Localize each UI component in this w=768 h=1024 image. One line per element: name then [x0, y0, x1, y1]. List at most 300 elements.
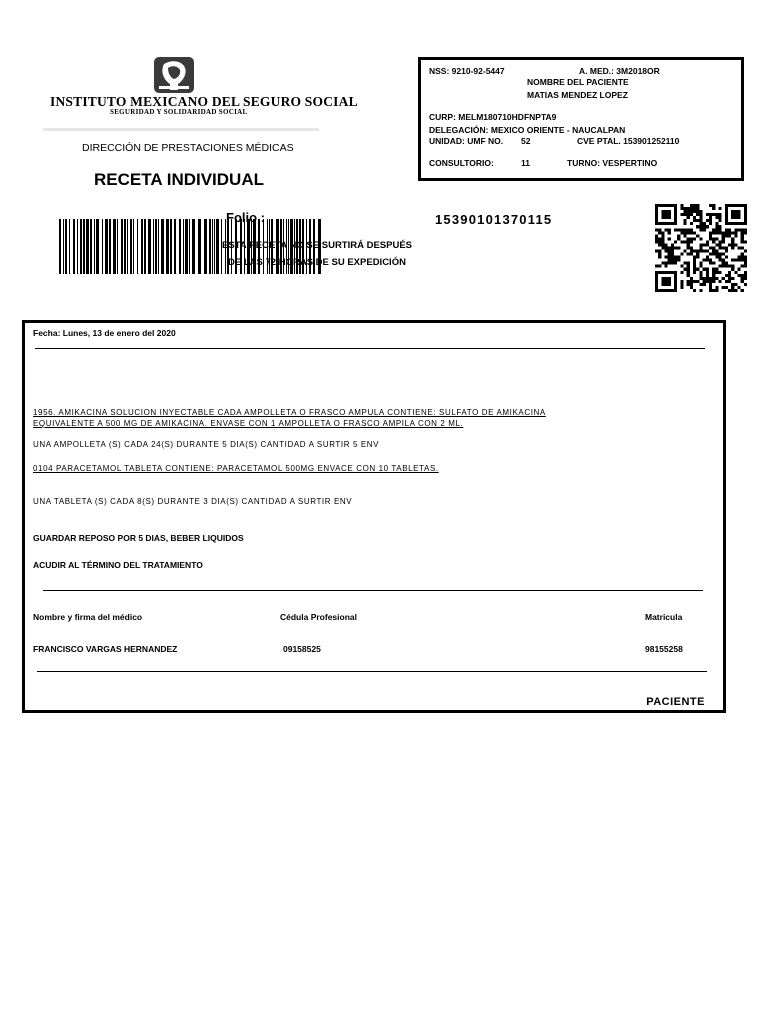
qr-module: [668, 222, 671, 225]
qr-module: [674, 271, 677, 274]
qr-module: [712, 268, 715, 271]
med1-dose: UNA AMPOLLETA (S) CADA 24(S) DURANTE 5 DIA(S) CANTIDAD A SURTIR 5 ENV: [33, 440, 380, 449]
qr-code-icon: [655, 204, 747, 292]
med1-line1: 1956. AMIKACINA SOLUCION INYECTABLE CADA AMPOLLETA O FRASCO AMPULA CONTIENE: SULFATO DE AMIKACINA: [33, 408, 546, 417]
qr-module: [690, 240, 693, 243]
qr-module: [699, 213, 702, 216]
qr-module: [661, 277, 664, 280]
barcode-bar: [174, 219, 176, 274]
qr-module: [731, 286, 734, 289]
qr-module: [709, 219, 712, 222]
cve-ptal: CVE PTAL. 153901252110: [577, 136, 680, 146]
qr-module: [718, 265, 721, 268]
qr-module: [684, 262, 687, 265]
qr-module: [741, 256, 744, 259]
qr-module: [690, 204, 693, 207]
qr-module: [693, 289, 696, 292]
document-title: RECETA INDIVIDUAL: [94, 170, 264, 189]
qr-module: [668, 253, 671, 256]
qr-module: [737, 213, 740, 216]
qr-module: [728, 271, 731, 274]
qr-module: [709, 259, 712, 262]
qr-module: [684, 219, 687, 222]
qr-module: [741, 277, 744, 280]
qr-module: [722, 262, 725, 265]
qr-module: [658, 289, 661, 292]
qr-module: [655, 250, 658, 253]
qr-module: [655, 204, 658, 207]
qr-module: [674, 228, 677, 231]
qr-module: [709, 231, 712, 234]
qr-module: [725, 246, 728, 249]
barcode-bar: [69, 219, 70, 274]
qr-module: [709, 237, 712, 240]
qr-module: [668, 213, 671, 216]
qr-module: [731, 277, 734, 280]
barcode-bar: [102, 219, 103, 274]
med2-dose: UNA TABLETA (S) CADA 8(S) DURANTE 3 DIA(S) CANTIDAD A SURTIR ENV: [33, 497, 353, 506]
qr-module: [718, 243, 721, 246]
qr-module: [690, 283, 693, 286]
qr-module: [731, 259, 734, 262]
qr-module: [668, 277, 671, 280]
qr-module: [718, 225, 721, 228]
qr-module: [674, 219, 677, 222]
qr-module: [665, 271, 668, 274]
qr-module: [684, 228, 687, 231]
qr-module: [706, 280, 709, 283]
qr-module: [661, 237, 664, 240]
doctor-name-label: Nombre y firma del médico: [33, 612, 143, 622]
fecha: Fecha: Lunes, 13 de enero del 2020: [33, 328, 176, 338]
barcode-note-line2: DE LAS 72 HORAS DE SU EXPEDICIÓN: [228, 257, 406, 268]
qr-module: [744, 204, 747, 207]
matricula-value: 98155258: [645, 644, 683, 654]
qr-module: [744, 219, 747, 222]
qr-module: [744, 228, 747, 231]
qr-module: [687, 253, 690, 256]
qr-module: [680, 204, 683, 207]
qr-module: [718, 253, 721, 256]
qr-module: [741, 246, 744, 249]
barcode-bar: [90, 219, 92, 274]
qr-module: [655, 210, 658, 213]
qr-module: [658, 271, 661, 274]
barcode-bar: [179, 219, 181, 274]
qr-module: [731, 231, 734, 234]
barcode-bar: [94, 219, 95, 274]
qr-module: [674, 256, 677, 259]
barcode-bar: [198, 219, 201, 274]
barcode-note-line1: ESTA RECETA NO SE SURTIRÁ DESPUÉS: [221, 240, 413, 251]
barcode-bar: [113, 219, 116, 274]
qr-module: [674, 222, 677, 225]
qr-module: [712, 204, 715, 207]
qr-module: [674, 274, 677, 277]
qr-module: [737, 256, 740, 259]
qr-module: [680, 213, 683, 216]
qr-module: [744, 216, 747, 219]
qr-module: [712, 231, 715, 234]
qr-module: [706, 213, 709, 216]
barcode-bar: [117, 219, 118, 274]
qr-module: [693, 210, 696, 213]
barcode-bar: [77, 219, 78, 274]
qr-module: [693, 219, 696, 222]
qr-module: [731, 243, 734, 246]
qr-module: [699, 262, 702, 265]
barcode-bar: [161, 219, 164, 274]
folio-number: 15390101370115: [435, 212, 553, 227]
qr-module: [687, 210, 690, 213]
qr-module: [661, 243, 664, 246]
imss-logo-icon: [150, 56, 198, 96]
qr-module: [668, 228, 671, 231]
qr-module: [703, 228, 706, 231]
qr-module: [715, 289, 718, 292]
qr-module: [655, 234, 658, 237]
qr-module: [671, 250, 674, 253]
qr-module: [731, 222, 734, 225]
qr-module: [725, 228, 728, 231]
qr-module: [687, 216, 690, 219]
qr-module: [741, 234, 744, 237]
qr-module: [690, 253, 693, 256]
qr-module: [693, 271, 696, 274]
copy-label: PACIENTE: [646, 696, 705, 708]
barcode-bar: [86, 219, 89, 274]
qr-module: [728, 231, 731, 234]
qr-module: [674, 289, 677, 292]
qr-module: [687, 246, 690, 249]
divider: [35, 348, 705, 349]
barcode-bar: [153, 219, 154, 274]
qr-module: [696, 253, 699, 256]
qr-module: [718, 228, 721, 231]
qr-module: [722, 253, 725, 256]
consultorio-value: 11: [521, 158, 530, 168]
curp: CURP: MELM180710HDFNPTA9: [429, 112, 557, 122]
barcode-bar: [63, 219, 64, 274]
qr-module: [674, 210, 677, 213]
qr-module: [709, 216, 712, 219]
qr-module: [693, 268, 696, 271]
qr-module: [699, 271, 702, 274]
qr-module: [693, 231, 696, 234]
qr-module: [728, 289, 731, 292]
qr-module: [737, 274, 740, 277]
qr-module: [687, 283, 690, 286]
qr-module: [699, 246, 702, 249]
qr-module: [709, 253, 712, 256]
qr-module: [734, 283, 737, 286]
qr-module: [703, 250, 706, 253]
qr-module: [706, 274, 709, 277]
qr-module: [677, 246, 680, 249]
qr-module: [741, 231, 744, 234]
qr-module: [741, 228, 744, 231]
qr-module: [693, 280, 696, 283]
qr-module: [671, 289, 674, 292]
qr-module: [703, 280, 706, 283]
qr-module: [680, 265, 683, 268]
qr-module: [737, 216, 740, 219]
qr-module: [658, 228, 661, 231]
qr-module: [703, 259, 706, 262]
qr-module: [658, 204, 661, 207]
qr-module: [744, 277, 747, 280]
qr-module: [655, 280, 658, 283]
qr-module: [655, 216, 658, 219]
qr-module: [693, 204, 696, 207]
qr-module: [744, 256, 747, 259]
barcode-bar: [127, 219, 128, 274]
qr-module: [668, 262, 671, 265]
qr-module: [665, 204, 668, 207]
qr-module: [658, 243, 661, 246]
qr-module: [734, 234, 737, 237]
barcode-bar: [148, 219, 151, 274]
qr-module: [693, 259, 696, 262]
qr-module: [668, 237, 671, 240]
header-divider: [43, 128, 319, 131]
delegacion: DELEGACIÓN: MEXICO ORIENTE - NAUCALPAN: [429, 125, 626, 135]
qr-module: [674, 207, 677, 210]
qr-module: [674, 213, 677, 216]
qr-module: [712, 246, 715, 249]
qr-module: [684, 268, 687, 271]
qr-module: [671, 204, 674, 207]
qr-module: [687, 237, 690, 240]
qr-module: [658, 222, 661, 225]
qr-module: [658, 240, 661, 243]
qr-module: [661, 289, 664, 292]
qr-module: [734, 289, 737, 292]
qr-module: [715, 222, 718, 225]
barcode-bar: [155, 219, 157, 274]
qr-module: [693, 216, 696, 219]
qr-module: [737, 210, 740, 213]
qr-module: [718, 271, 721, 274]
qr-module: [684, 207, 687, 210]
qr-module: [725, 216, 728, 219]
qr-module: [731, 283, 734, 286]
qr-module: [668, 216, 671, 219]
qr-module: [687, 228, 690, 231]
qr-module: [744, 265, 747, 268]
qr-module: [655, 271, 658, 274]
institution-subtitle: SEGURIDAD Y SOLIDARIDAD SOCIAL: [110, 108, 248, 116]
qr-module: [687, 271, 690, 274]
qr-module: [696, 219, 699, 222]
qr-module: [680, 271, 683, 274]
qr-module: [655, 207, 658, 210]
qr-module: [741, 240, 744, 243]
qr-module: [728, 222, 731, 225]
qr-module: [680, 207, 683, 210]
qr-module: [677, 259, 680, 262]
qr-module: [737, 204, 740, 207]
qr-module: [674, 246, 677, 249]
qr-module: [661, 246, 664, 249]
qr-module: [715, 225, 718, 228]
qr-module: [744, 207, 747, 210]
qr-module: [703, 222, 706, 225]
qr-module: [680, 286, 683, 289]
qr-module: [741, 204, 744, 207]
qr-module: [696, 268, 699, 271]
barcode-bar: [144, 219, 146, 274]
qr-module: [725, 250, 728, 253]
qr-module: [693, 250, 696, 253]
qr-module: [680, 253, 683, 256]
qr-module: [671, 259, 674, 262]
qr-module: [655, 277, 658, 280]
barcode-bar: [83, 219, 85, 274]
qr-module: [655, 222, 658, 225]
qr-module: [671, 271, 674, 274]
qr-module: [655, 289, 658, 292]
qr-module: [715, 231, 718, 234]
qr-module: [715, 256, 718, 259]
qr-module: [680, 231, 683, 234]
qr-module: [709, 286, 712, 289]
qr-module: [687, 274, 690, 277]
barcode-bar: [80, 219, 82, 274]
med2-line1: 0104 PARACETAMOL TABLETA CONTIENE: PARACETAMOL 500MG ENVACE CON 10 TABLETAS.: [33, 464, 439, 473]
qr-module: [665, 243, 668, 246]
consultorio-label: CONSULTORIO:: [429, 158, 494, 168]
qr-module: [696, 213, 699, 216]
qr-module: [725, 210, 728, 213]
qr-module: [737, 228, 740, 231]
qr-module: [731, 268, 734, 271]
qr-module: [715, 237, 718, 240]
qr-module: [703, 268, 706, 271]
barcode-bar: [133, 219, 134, 274]
qr-module: [734, 228, 737, 231]
qr-module: [680, 240, 683, 243]
qr-module: [725, 231, 728, 234]
qr-module: [661, 240, 664, 243]
qr-module: [725, 207, 728, 210]
qr-module: [728, 234, 731, 237]
barcode-bar: [185, 219, 188, 274]
qr-module: [715, 277, 718, 280]
qr-module: [706, 271, 709, 274]
qr-module: [725, 213, 728, 216]
qr-module: [665, 280, 668, 283]
barcode-bar: [124, 219, 126, 274]
qr-module: [693, 262, 696, 265]
qr-module: [658, 256, 661, 259]
barcode-bar: [189, 219, 190, 274]
qr-module: [728, 277, 731, 280]
qr-module: [734, 271, 737, 274]
barcode-bar: [183, 219, 184, 274]
qr-module: [718, 213, 721, 216]
qr-module: [699, 265, 702, 268]
qr-module: [709, 280, 712, 283]
qr-module: [665, 222, 668, 225]
qr-module: [741, 289, 744, 292]
qr-module: [703, 243, 706, 246]
qr-module: [655, 237, 658, 240]
qr-module: [690, 228, 693, 231]
qr-module: [687, 213, 690, 216]
qr-module: [722, 237, 725, 240]
qr-module: [744, 240, 747, 243]
qr-module: [665, 262, 668, 265]
qr-module: [671, 262, 674, 265]
institution-name: INSTITUTO MEXICANO DEL SEGURO SOCIAL: [50, 94, 358, 109]
qr-module: [699, 283, 702, 286]
qr-module: [699, 228, 702, 231]
qr-module: [744, 210, 747, 213]
qr-module: [668, 250, 671, 253]
qr-module: [709, 213, 712, 216]
qr-module: [661, 216, 664, 219]
unidad-label: UNIDAD: UMF NO.: [429, 136, 504, 146]
qr-module: [709, 289, 712, 292]
qr-module: [684, 250, 687, 253]
qr-module: [690, 277, 693, 280]
qr-module: [674, 283, 677, 286]
qr-module: [715, 243, 718, 246]
patient-name: MATIAS MENDEZ LOPEZ: [527, 90, 628, 100]
qr-module: [661, 280, 664, 283]
qr-module: [712, 253, 715, 256]
a-med: A. MED.: 3M2018OR: [579, 66, 660, 76]
qr-module: [709, 234, 712, 237]
qr-module: [712, 289, 715, 292]
qr-module: [703, 283, 706, 286]
qr-module: [690, 280, 693, 283]
qr-module: [722, 234, 725, 237]
qr-module: [706, 225, 709, 228]
qr-module: [699, 222, 702, 225]
qr-module: [731, 289, 734, 292]
patient-info-box: [418, 57, 744, 181]
qr-module: [671, 256, 674, 259]
qr-module: [699, 277, 702, 280]
barcode-bar: [59, 219, 61, 274]
qr-module: [741, 274, 744, 277]
qr-module: [734, 204, 737, 207]
qr-module: [661, 231, 664, 234]
unidad-value: 52: [521, 136, 531, 146]
qr-module: [690, 222, 693, 225]
qr-module: [665, 213, 668, 216]
barcode-note: [212, 237, 422, 271]
qr-module: [690, 250, 693, 253]
qr-module: [687, 240, 690, 243]
qr-module: [725, 219, 728, 222]
qr-module: [699, 219, 702, 222]
qr-module: [687, 262, 690, 265]
qr-module: [741, 259, 744, 262]
qr-module: [718, 240, 721, 243]
qr-module: [668, 289, 671, 292]
qr-module: [737, 268, 740, 271]
qr-module: [744, 283, 747, 286]
qr-module: [731, 246, 734, 249]
barcode-bar: [192, 219, 195, 274]
qr-module: [722, 231, 725, 234]
qr-module: [661, 222, 664, 225]
qr-module: [684, 234, 687, 237]
instruction-2: ACUDIR AL TÉRMINO DEL TRATAMIENTO: [33, 560, 203, 570]
